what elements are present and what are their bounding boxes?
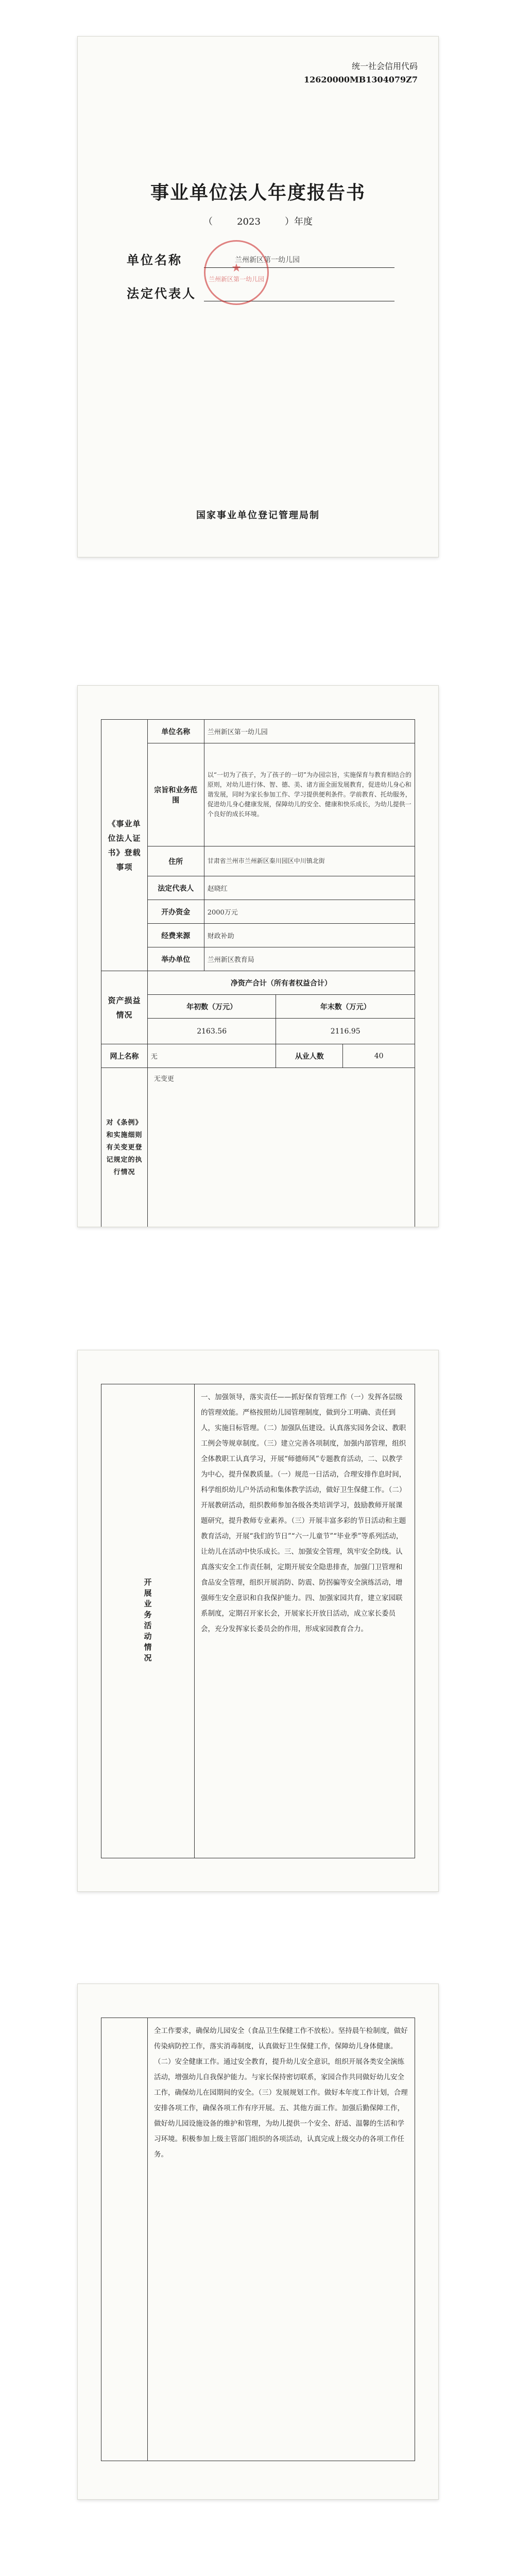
seal-star-icon: ★: [231, 262, 242, 275]
legal-rep-label: 法定代表人: [127, 286, 196, 301]
credit-code-block: [304, 60, 418, 87]
business-activity-page: [77, 1350, 439, 1892]
certificate-items-label: 《事业单位法人证书》登载事项: [101, 720, 148, 971]
activity-side-label: 开展业务活动情况: [101, 1384, 195, 1858]
credit-code-value: 12620000MB1304079Z7: [303, 75, 418, 84]
changes-label: 对《条例》和实施细则有关变更登记规定的执行情况: [101, 1068, 148, 1228]
begin-header: 年初数（万元）: [147, 995, 276, 1019]
address-label: 住所: [147, 846, 204, 876]
unit-name-value: 兰州新区第一幼儿园: [204, 720, 415, 743]
business-activity-continued-page: [77, 1984, 439, 2500]
staff-value: 40: [343, 1044, 415, 1068]
capital-label: 开办资金: [147, 900, 204, 924]
end-header: 年末数（万元）: [276, 995, 415, 1019]
official-seal: ★ 兰州新区第一幼儿园: [204, 240, 269, 305]
activity-text: 一、加强领导，落实责任——抓好保育管理工作（一）发挥各层级的管理效能。严格按照幼儿园管理制度，做到分工明确、责任到人，实施目标管理。（二）加强队伍建设。认真落实园务会议、教职工例会等规章制度。（三）建立完善各项制度，加强内部管理，组织全体教职工认真学习，开展“师德师风”专题教育活动，二、以教学为中心，提升保教质量。（一）规范一日活动，合理安排作息时间，科学组织幼儿户外活动和集体教学活动，做好卫生保健工作。（二）开展教研活动，组织教师参加各级各类培训学习，鼓励教师开展课题研究，提升教师专业素养。（三）开展丰富多彩的节日活动和主题教育活动，开展“我们的节日”“六一儿童节”“毕业季”等系列活动，让幼儿在活动中快乐成长。三、加强安全管理，筑牢安全防线。认真落实安全工作责任制，定期开展安全隐患排查，加强门卫管理和食品安全管理，组织开展消防、防震、防拐骗等安全演练活动，增强师生安全意识和自我保护能力。四、加强家园共育，建立家园联系制度，定期召开家长会，开展家长开放日活动，成立家长委员会，充分发挥家长委员会的作用，形成家园教育合力。: [195, 1384, 415, 1858]
legal-rep-value: 赵晓红: [204, 876, 415, 900]
net-assets-header: 净资产合计（所有者权益合计）: [147, 971, 415, 995]
report-year: （ 2023 ）年度: [203, 216, 313, 227]
issuer: 国家事业单位登记管理局制: [196, 510, 320, 521]
net-income-label: 网上名称: [101, 1044, 148, 1068]
staff-label: 从业人数: [276, 1044, 343, 1068]
legal-rep-label: 法定代表人: [147, 876, 204, 900]
activity-continued-table: [101, 2018, 415, 2461]
activity-continued-text: 全工作要求，确保幼儿园安全（食品卫生保健工作不放松）。坚持晨午检制度，做好传染病防控工作，落实消毒制度，认真做好卫生保健工作，保障幼儿身体健康。（二）安全健康工作。通过安全教育，提升幼儿安全意识，组织开展各类安全演练活动，增强幼儿自我保护能力。与家长保持密切联系，家园合作共同做好幼儿安全工作，确保幼儿在园期间的安全。（三）发展规划工作。做好本年度工作计划，合理安排各项工作，确保各项工作有序开展。五、其他方面工作。加强后勤保障工作，做好幼儿园设施设备的维护和管理，为幼儿提供一个安全、舒适、温馨的生活和学习环境。积极参加上级主管部门组织的各项活动，认真完成上级交办的各项工作任务。: [148, 2018, 415, 2461]
address-value: 甘肃省兰州市兰州新区秦川园区中川镇北街: [204, 846, 415, 876]
funding-source-label: 经费来源: [147, 924, 204, 947]
registration-info-page: [77, 685, 439, 1227]
assets-label: 资产损益情况: [101, 971, 148, 1044]
sponsor-label: 举办单位: [147, 947, 204, 971]
net-income-value: 无: [147, 1044, 276, 1068]
purpose-value: 以“一切为了孩子，为了孩子的一切”为办园宗旨，实施保育与教育相结合的原则，对幼儿进行体、智、德、美、诸方面全面发展教育，促进幼儿身心和谐发展，同时为家长参加工作、学习提供便利条件。学前教育、托幼服务，促进幼儿身心健康发展，保障幼儿的安全、健康和快乐成长，为幼儿提供一个良好的成长环境。: [204, 743, 415, 846]
purpose-label: 宗旨和业务范围: [147, 743, 204, 846]
registration-table: [101, 719, 415, 1227]
activity-continued-side: [101, 2018, 148, 2461]
sponsor-value: 兰州新区教育局: [204, 947, 415, 971]
end-value: 2116.95: [276, 1019, 415, 1044]
year-value: 2023: [237, 216, 261, 227]
report-cover-page: [77, 36, 439, 557]
unit-name-label: 单位名称: [147, 720, 204, 743]
changes-value: 无变更: [147, 1068, 415, 1228]
unit-name-label: 单位名称: [127, 252, 182, 267]
activity-table: [101, 1384, 415, 1858]
report-title: 事业单位法人年度报告书: [150, 182, 366, 204]
begin-value: 2163.56: [147, 1019, 276, 1044]
credit-code-label: 统一社会信用代码: [351, 61, 418, 71]
capital-value: 2000万元: [204, 900, 415, 924]
unit-name-value: 兰州新区第一幼儿园: [235, 256, 300, 264]
funding-source-value: 财政补助: [204, 924, 415, 947]
